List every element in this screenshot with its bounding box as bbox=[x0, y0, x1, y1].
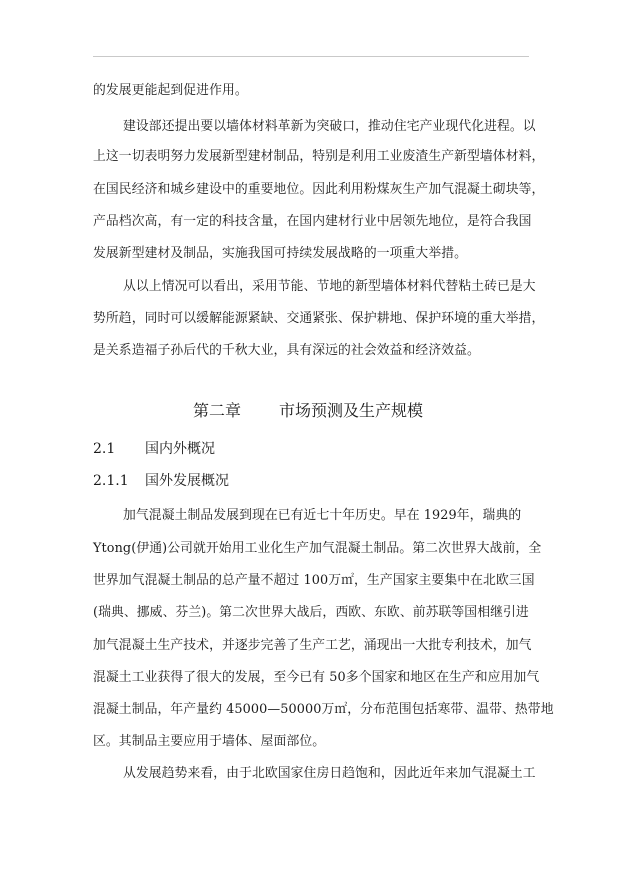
paragraph-line: 的发展更能起到促进作用。 bbox=[93, 83, 248, 98]
paragraph-line: 混凝土制品，年产量约 45000—50000万㎡，分布范围包括寒带、温带、热带地 bbox=[93, 702, 554, 717]
paragraph-line: 世界加气混凝土制品的总产量不超过 100万㎡，生产国家主要集中在北欧三国 bbox=[93, 573, 535, 588]
header-divider bbox=[93, 56, 529, 57]
paragraph-line: 区。其制品主要应用于墙体、屋面部位。 bbox=[93, 734, 326, 749]
section-title: 国内外概况 bbox=[145, 441, 215, 457]
paragraph-line: 产品档次高，有一定的科技含量，在国内建材行业中居领先地位，是符合我国 bbox=[93, 214, 532, 229]
paragraph-line: 加气混凝土生产技术，并逐步完善了生产工艺，涌现出一大批专利技术，加气 bbox=[93, 638, 532, 653]
paragraph-line: (瑞典、挪威、芬兰)。第二次世界大战后，西欧、东欧、前苏联等国相继引进 bbox=[93, 605, 529, 620]
paragraph-line: 在国民经济和城乡建设中的重要地位。因此利用粉煤灰生产加气混凝土砌块等， bbox=[93, 182, 545, 197]
subsection-number: 2.1.1 bbox=[93, 473, 129, 489]
paragraph-line: 加气混凝土制品发展到现在已有近七十年历史。早在 1929年，瑞典的 bbox=[123, 508, 522, 523]
paragraph-line: 势所趋，同时可以缓解能源紧缺、交通紧张、保护耕地、保护环境的重大举措， bbox=[93, 311, 545, 326]
chapter-number: 第二章 bbox=[193, 401, 242, 420]
subsection-title: 国外发展概况 bbox=[145, 473, 229, 489]
paragraph-line: 从以上情况可以看出，采用节能、节地的新型墙体材料代替粘土砖已是大 bbox=[123, 279, 536, 294]
paragraph-line: 混凝土工业获得了很大的发展，至今已有 50多个国家和地区在生产和应用加气 bbox=[93, 670, 540, 685]
paragraph-line: 从发展趋势来看，由于北欧国家住房日趋饱和，因此近年来加气混凝土工 bbox=[123, 766, 536, 781]
paragraph-line: 建设部还提出要以墙体材料革新为突破口，推动住宅产业现代化进程。以 bbox=[123, 119, 536, 134]
chapter-title: 市场预测及生产规模 bbox=[279, 401, 424, 420]
section-number: 2.1 bbox=[93, 441, 116, 457]
paragraph-line: Ytong(伊通)公司就开始用工业化生产加气混凝土制品。第二次世界大战前，全 bbox=[93, 541, 542, 556]
paragraph-line: 发展新型建材及制品，实施我国可持续发展战略的一项重大举措。 bbox=[93, 246, 468, 261]
paragraph-line: 上这一切表明努力发展新型建材制品，特别是利用工业废渣生产新型墙体材料， bbox=[93, 149, 545, 164]
paragraph-line: 是关系造福子孙后代的千秋大业，具有深远的社会效益和经济效益。 bbox=[93, 343, 480, 358]
